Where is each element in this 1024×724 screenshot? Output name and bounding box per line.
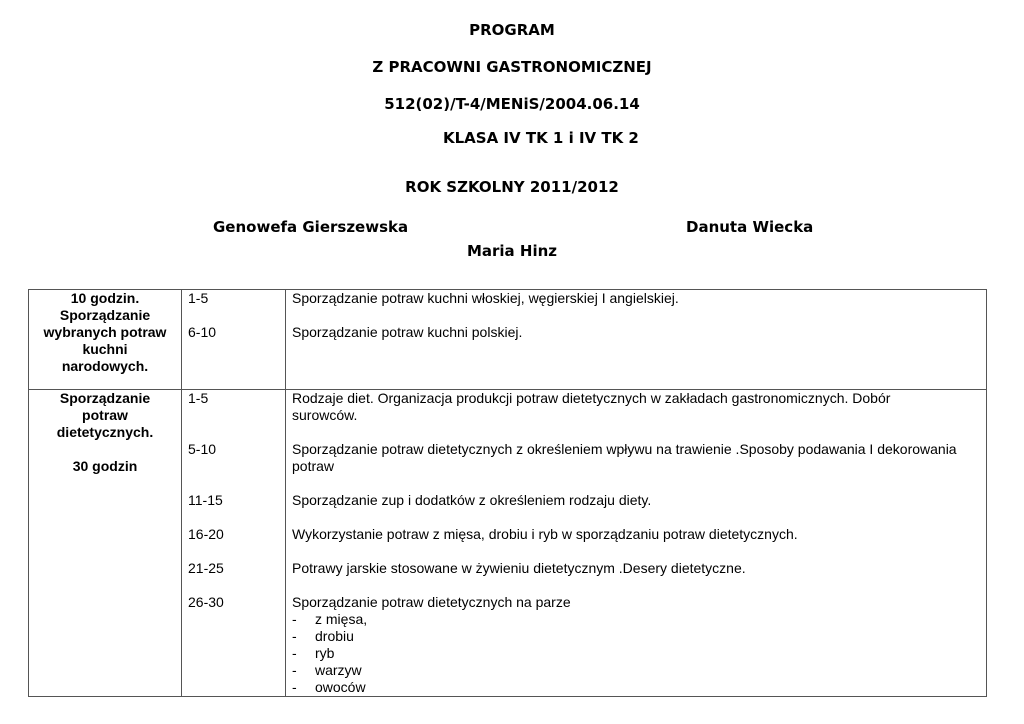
hours-range: 21-25 xyxy=(188,560,224,576)
class-info: KLASA IV TK 1 i IV TK 2 xyxy=(443,129,639,147)
section-title-line: potraw xyxy=(82,407,128,423)
bullet-text: ryb xyxy=(315,645,335,661)
topic-text: Sporządzanie potraw kuchni włoskiej, węgierskiej I angielskiej. xyxy=(292,290,679,306)
bullet-item: - warzyw xyxy=(292,662,362,678)
bullet-text: warzyw xyxy=(315,662,362,678)
section-title-cell xyxy=(29,390,182,697)
document-subtitle: Z PRACOWNI GASTRONOMICZNEJ xyxy=(372,58,652,76)
program-table xyxy=(28,289,987,697)
document-title: PROGRAM xyxy=(469,21,555,39)
section-title-line: wybranych potraw xyxy=(43,324,167,340)
topics-cell xyxy=(286,290,987,390)
section-title-cell xyxy=(29,290,182,390)
topic-text: Sporządzanie potraw dietetycznych na parze xyxy=(292,594,571,610)
topic-text: Sporządzanie potraw dietetycznych z określeniem wpływu na trawienie .Sposoby podawania I dekorowania xyxy=(292,441,957,457)
bullet-text: z mięsa, xyxy=(315,611,368,627)
section-title-line: Sporządzanie xyxy=(59,390,151,406)
section-hours-total: 30 godzin xyxy=(72,458,138,474)
table-row xyxy=(29,390,987,697)
bullet-item: - drobiu xyxy=(292,628,354,644)
bullet-item: - owoców xyxy=(292,679,366,695)
topic-text: Sporządzanie potraw kuchni polskiej. xyxy=(292,324,523,340)
topic-text: Rodzaje diet. Organizacja produkcji potraw dietetycznych w zakładach gastronomicznych. Dobór xyxy=(292,390,891,406)
topic-text: Wykorzystanie potraw z mięsa, drobiu i ryb w sporządzaniu potraw dietetycznych. xyxy=(292,526,798,542)
hours-range: 1-5 xyxy=(188,390,209,406)
topic-text: Sporządzanie zup i dodatków z określeniem rodzaju diety. xyxy=(292,492,652,508)
section-title-line: 10 godzin. xyxy=(70,290,140,306)
topic-text: surowców. xyxy=(292,407,358,423)
table-row xyxy=(29,290,987,390)
teacher-right: Danuta Wiecka xyxy=(686,218,814,236)
program-code: 512(02)/T-4/MENiS/2004.06.14 xyxy=(384,95,640,113)
hours-cell xyxy=(182,390,286,697)
hours-cell xyxy=(182,290,286,390)
bullet-text: drobiu xyxy=(315,628,354,644)
section-title-line: dietetycznych. xyxy=(56,424,154,440)
hours-range: 16-20 xyxy=(188,526,224,542)
topic-text: potraw xyxy=(292,458,335,474)
school-year: ROK SZKOLNY 2011/2012 xyxy=(405,178,619,196)
teacher-left: Genowefa Gierszewska xyxy=(213,218,409,236)
bullet-item: - z mięsa, xyxy=(292,611,368,627)
bullet-text: owoców xyxy=(315,679,366,695)
topic-text: Potrawy jarskie stosowane w żywieniu dietetycznym .Desery dietetyczne. xyxy=(292,560,746,576)
teacher-center: Maria Hinz xyxy=(466,242,558,260)
hours-range: 26-30 xyxy=(188,594,224,610)
section-title-line: narodowych. xyxy=(61,358,149,374)
hours-range: 5-10 xyxy=(188,441,217,457)
hours-range: 1-5 xyxy=(188,290,209,306)
bullet-item: - ryb xyxy=(292,645,335,661)
section-title-line: kuchni xyxy=(82,341,128,357)
hours-range: 11-15 xyxy=(188,492,223,508)
topics-cell xyxy=(286,390,987,697)
section-title-line: Sporządzanie xyxy=(59,307,151,323)
hours-range: 6-10 xyxy=(188,324,217,340)
